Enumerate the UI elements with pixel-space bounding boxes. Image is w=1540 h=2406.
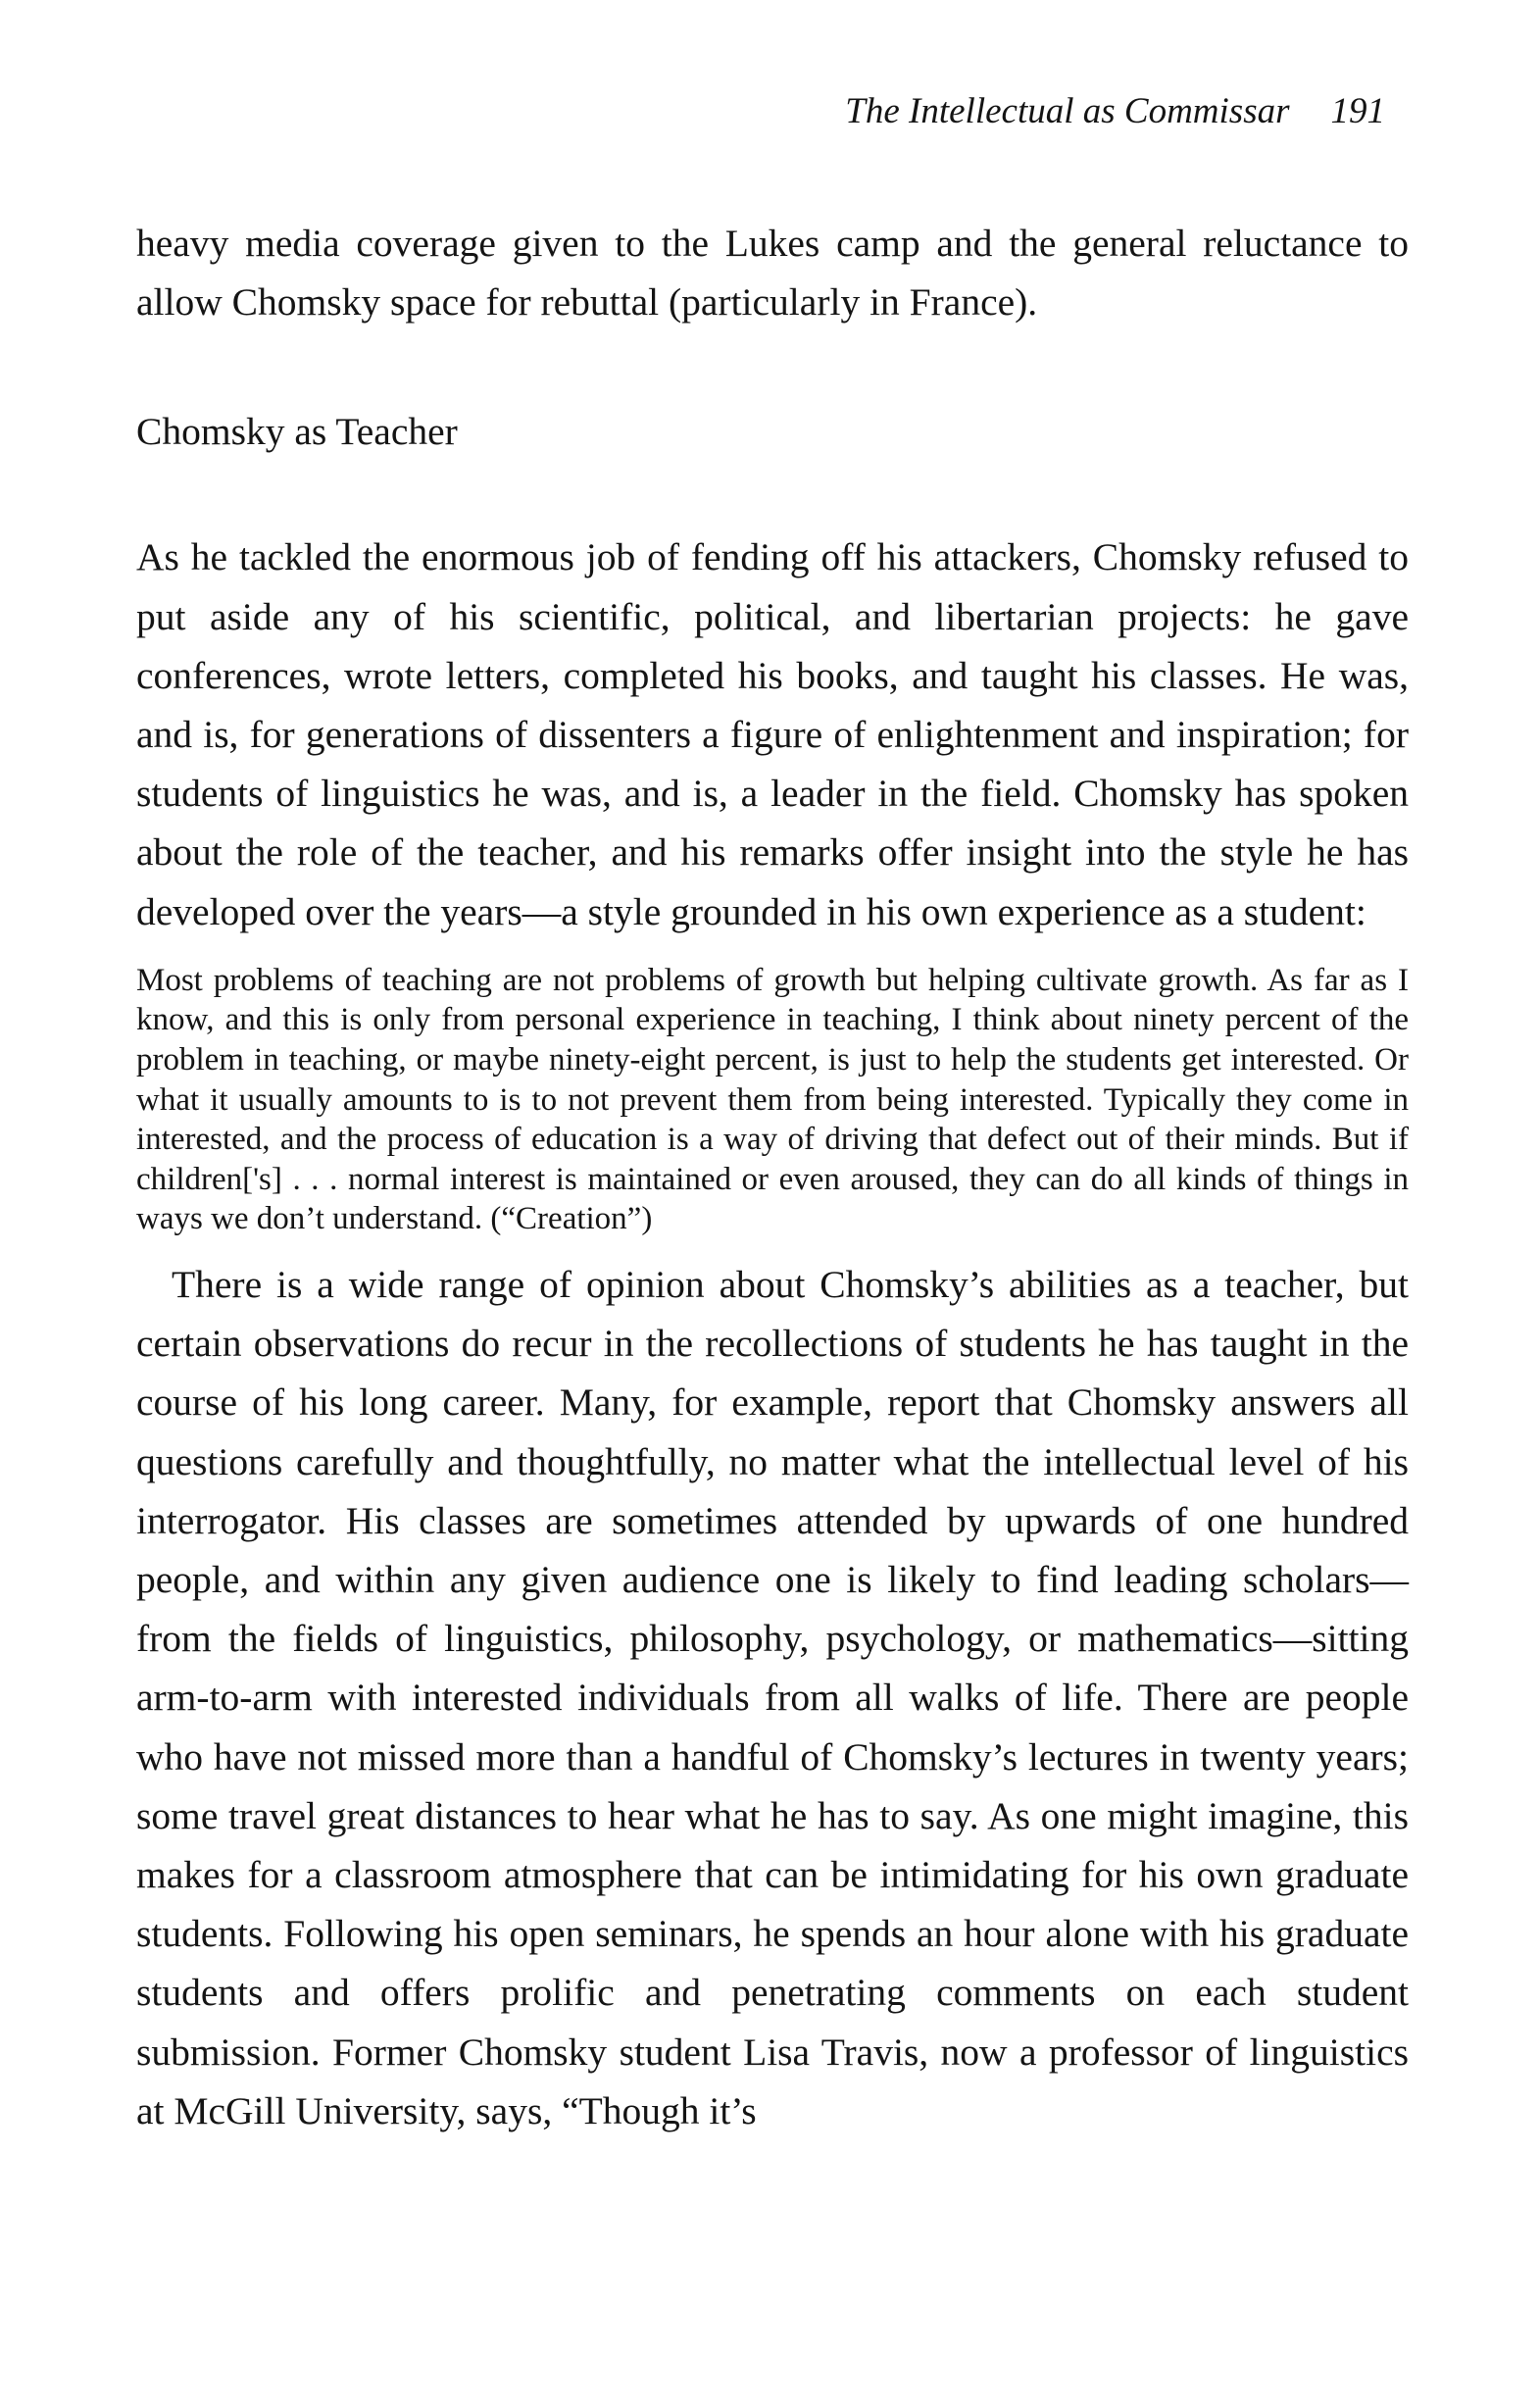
paragraph-1: As he tackled the enormous job of fending off his attackers, Chomsky refused to put aside any of his scientific, political, and libertarian projects: he gave conferences, wrote letters, completed his books, and taught his classes. He was, and is, for generations of dissenters a figure of enlightenment and inspiration; for students of linguistics he was, and is, a leader in the field. Chomsky has spoken about the role of the teacher, and his remarks offer insight into the style he has developed over the years—a style grounded in his own experience as a student: xyxy=(136,535,1409,933)
block-quote: Most problems of teaching are not problems of growth but helping cultivate growth. As far as I know, and this is only from personal experience in teaching, I think about ninety percent of the problem in teaching, or maybe ninety-eight percent, is just to help the students get interested. Or what it usually amounts to is to not prevent them from being interested. Typically they come in interested, and the process of education is a way of driving that defect out of their minds. But if children['s] . . . normal interest is maintained or even aroused, they can do all kinds of things in ways we don’t understand. (“Creation”) xyxy=(136,962,1409,1237)
page-number: 191 xyxy=(1330,91,1385,131)
section-heading: Chomsky as Teacher xyxy=(136,410,458,454)
running-title: The Intellectual as Commissar xyxy=(845,91,1290,131)
continuation-paragraph: heavy media coverage given to the Lukes camp and the general reluctance to allow Chomsky space for rebuttal (particularly in France). xyxy=(136,222,1409,325)
body-text xyxy=(136,214,1409,2140)
running-header xyxy=(845,90,1385,133)
paragraph-2: There is a wide range of opinion about Chomsky’s abilities as a teacher, but certain observations do recur in the recollections of students he has taught in the course of his long career. Many, for example, report that Chomsky answers all questions carefully and thoughtfully, no matter what the intellectual level of his interrogator. His classes are sometimes attended by upwards of one hundred people, and within any given audience one is likely to find leading scholars—from the fields of linguistics, philosophy, psychology, or mathematics—sitting arm-to-arm with interested individuals from all walks of life. There are people who have not missed more than a handful of Chomsky’s lectures in twenty years; some travel great distances to hear what he has to say. As one might imagine, this makes for a classroom atmosphere that can be intimidating for his own graduate students. Following his open seminars, he spends an hour alone with his graduate students and offers prolific and penetrating comments on each student submission. Former Chomsky student Lisa Travis, now a professor of linguistics at McGill University, says, “Though it’s xyxy=(136,1262,1409,2132)
